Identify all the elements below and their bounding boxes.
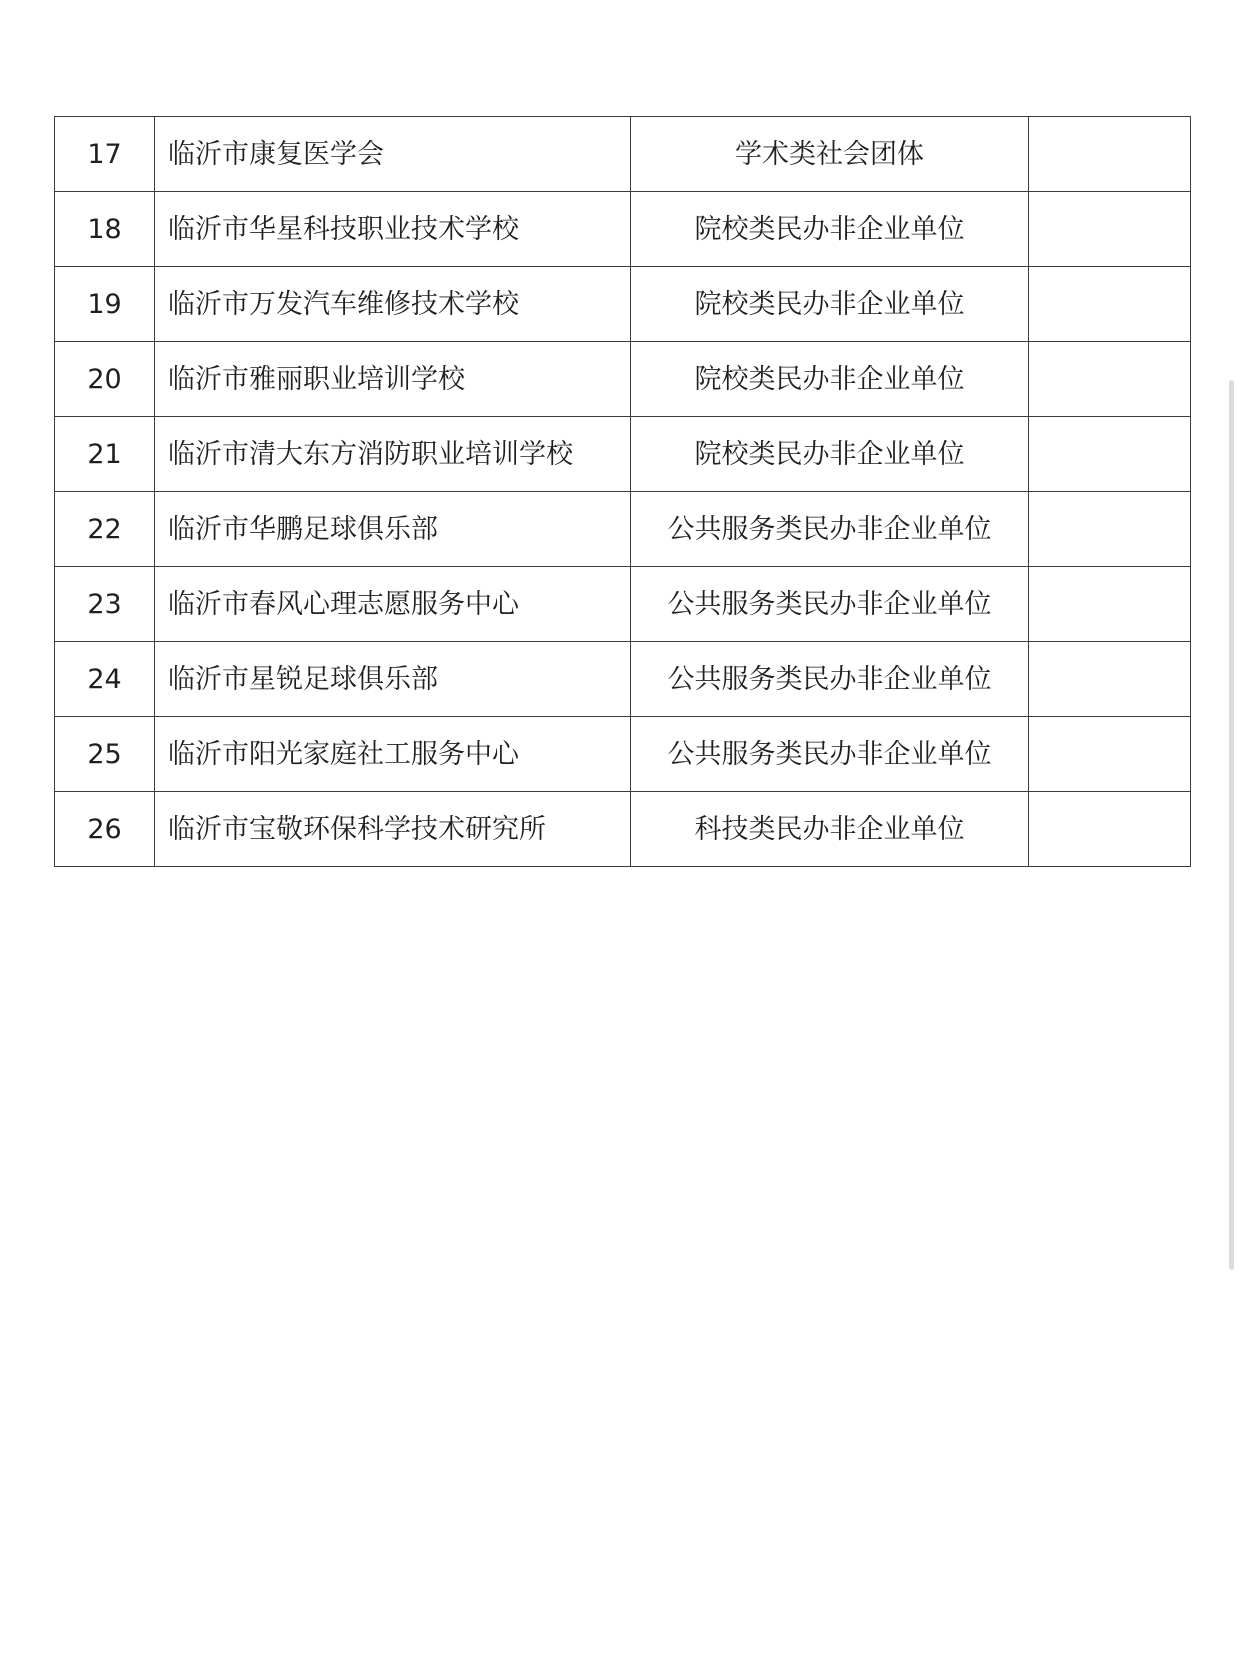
- row-number: 19: [55, 267, 155, 342]
- table-row: [55, 642, 1191, 717]
- organization-name: 临沂市华鹏足球俱乐部: [155, 492, 631, 567]
- organization-type: 院校类民办非企业单位: [631, 342, 1029, 417]
- remarks-cell: [1029, 417, 1191, 492]
- table-row: [55, 342, 1191, 417]
- row-number: 24: [55, 642, 155, 717]
- organization-name: 临沂市万发汽车维修技术学校: [155, 267, 631, 342]
- organization-name: 临沂市清大东方消防职业培训学校: [155, 417, 631, 492]
- organization-name: 临沂市春风心理志愿服务中心: [155, 567, 631, 642]
- organization-type: 科技类民办非企业单位: [631, 792, 1029, 867]
- organization-type: 公共服务类民办非企业单位: [631, 717, 1029, 792]
- table-row: [55, 492, 1191, 567]
- organization-type: 院校类民办非企业单位: [631, 267, 1029, 342]
- remarks-cell: [1029, 192, 1191, 267]
- row-number: 21: [55, 417, 155, 492]
- row-number: 20: [55, 342, 155, 417]
- organization-type: 公共服务类民办非企业单位: [631, 567, 1029, 642]
- remarks-cell: [1029, 342, 1191, 417]
- organization-name: 临沂市宝敬环保科学技术研究所: [155, 792, 631, 867]
- row-number: 25: [55, 717, 155, 792]
- row-number: 22: [55, 492, 155, 567]
- organization-type: 院校类民办非企业单位: [631, 417, 1029, 492]
- table-row: [55, 567, 1191, 642]
- organization-type: 公共服务类民办非企业单位: [631, 492, 1029, 567]
- organization-type: 学术类社会团体: [631, 117, 1029, 192]
- remarks-cell: [1029, 567, 1191, 642]
- remarks-cell: [1029, 717, 1191, 792]
- table-row: [55, 792, 1191, 867]
- table-row: [55, 267, 1191, 342]
- remarks-cell: [1029, 117, 1191, 192]
- organization-name: 临沂市阳光家庭社工服务中心: [155, 717, 631, 792]
- vertical-scrollbar[interactable]: [1229, 380, 1234, 1270]
- table-body: [55, 117, 1191, 867]
- remarks-cell: [1029, 792, 1191, 867]
- table-row: [55, 717, 1191, 792]
- table-row: [55, 417, 1191, 492]
- row-number: 26: [55, 792, 155, 867]
- organization-name: 临沂市华星科技职业技术学校: [155, 192, 631, 267]
- remarks-cell: [1029, 492, 1191, 567]
- organization-type: 院校类民办非企业单位: [631, 192, 1029, 267]
- organization-name: 临沂市星锐足球俱乐部: [155, 642, 631, 717]
- organization-type: 公共服务类民办非企业单位: [631, 642, 1029, 717]
- organization-name: 临沂市康复医学会: [155, 117, 631, 192]
- organization-name: 临沂市雅丽职业培训学校: [155, 342, 631, 417]
- row-number: 17: [55, 117, 155, 192]
- organization-table: [54, 116, 1191, 867]
- row-number: 18: [55, 192, 155, 267]
- table-row: [55, 192, 1191, 267]
- remarks-cell: [1029, 267, 1191, 342]
- remarks-cell: [1029, 642, 1191, 717]
- row-number: 23: [55, 567, 155, 642]
- table-row: [55, 117, 1191, 192]
